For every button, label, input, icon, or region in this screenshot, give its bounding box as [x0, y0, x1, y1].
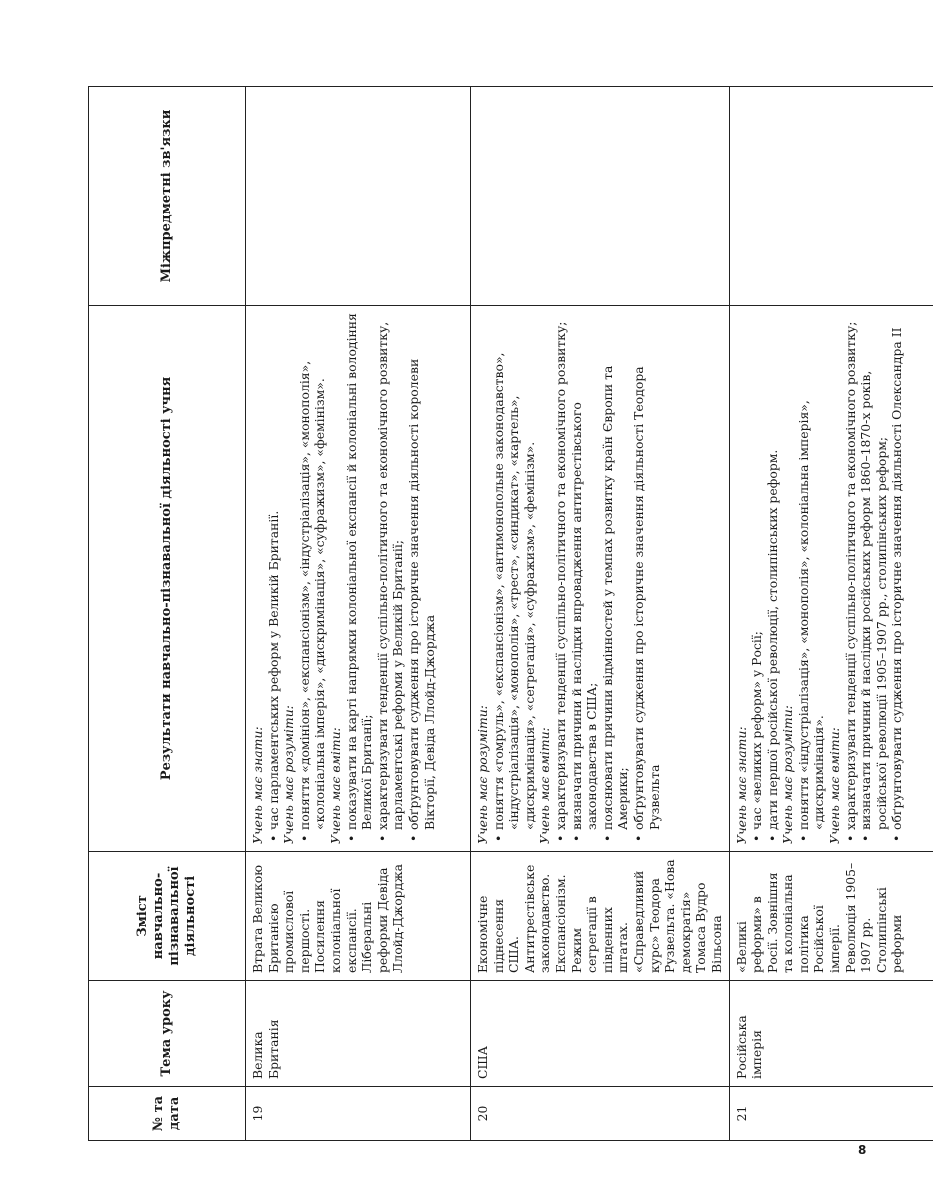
able-list: [344, 313, 438, 844]
header-content: Зміст навчально-пізнавальної діяльності: [89, 852, 246, 981]
row-links: [729, 87, 933, 306]
know-list: [749, 313, 780, 844]
list-item: • обґрунтовувати судження про історичне значення діяльності королеви Вікторії, Девіда Ллойд-Джорджа: [406, 313, 437, 844]
list-item: • поняття «індустріалізація», «монополія», «колоніальна імперія», «дискримінація».: [796, 313, 827, 844]
list-item: • визначати причини й наслідки російських реформ 1860–1870-х років, російської революції 1905–1907 рр., столипінських реформ;: [858, 313, 889, 844]
know-list: [266, 313, 282, 844]
able-label: Учень має вміти:: [327, 727, 343, 844]
list-item: • характеризувати тенденції суспільно-політичного та економічного розвитку;: [843, 313, 859, 844]
row-topic: США: [471, 981, 730, 1087]
row-content: Економічне піднесення США. Антитрестівське законодавство. Експансіонізм. Режим сегрегації в південних штатах. «Справедливий курс» Теодора Рузвельта. «Нова демократія» Томаса Вудро Вільсона: [471, 852, 730, 981]
know-label: Учень має знати:: [733, 726, 749, 844]
understand-list: [796, 313, 827, 844]
understand-label: Учень має розуміти:: [780, 705, 796, 844]
row-number: 20: [471, 1087, 730, 1141]
list-item: • пояснювати причини відмінностей у темпах розвитку країн Європи та Америки;: [600, 313, 631, 844]
list-item: • характеризувати тенденції суспільно-політичного та економічного розвитку;: [553, 313, 569, 844]
list-item: • характеризувати тенденції суспільно-політичного та економічного розвитку, парламентські реформи у Великій Британії;: [375, 313, 406, 844]
table-row: [246, 87, 471, 1141]
able-label: Учень має вміти:: [537, 727, 553, 844]
list-item: • час «великих реформ» у Росії;: [749, 313, 765, 844]
curriculum-table: [88, 86, 933, 1141]
row-results: [246, 306, 471, 852]
table-row: [471, 87, 730, 1141]
row-number: 21: [729, 1087, 933, 1141]
list-item: • поняття «гомруль», «експансіонізм», «антимонопольне законодавство», «індустріалізація», «монополія», «трест», «синдикат», «картель», «дискримінація», «сегрегація», «суфражизм», «фемінізм».: [491, 313, 538, 844]
list-item: • поняття «домініон», «експансіонізм», «індустріалізація», «монополія», «колоніальна імперія», «дискримінація», «суфражизм», «фемінізм».: [297, 313, 328, 844]
list-item: • показувати на карті напрямки колоніальної експансії й колоніальні володіння Великої Британії;: [344, 313, 375, 844]
header-row: [89, 87, 246, 1141]
able-label: Учень має вміти:: [827, 727, 843, 844]
understand-list: [297, 313, 328, 844]
row-topic: Російська імперія: [729, 981, 933, 1087]
header-results: Результати навчально-пізнавальної діяльності учня: [89, 306, 246, 852]
list-item: • обґрунтовувати судження про історичне значення діяльності Олександра ІІ: [889, 313, 905, 844]
page-number: 8: [858, 1143, 867, 1157]
header-topic: Тема уроку: [89, 981, 246, 1087]
header-number-date: № та дата: [89, 1087, 246, 1141]
list-item: • час парламентських реформ у Великій Британії.: [266, 313, 282, 844]
row-links: [471, 87, 730, 306]
table-row: [729, 87, 933, 1141]
row-number: 19: [246, 1087, 471, 1141]
list-item: • обґрунтовувати судження про історичне значення діяльності Теодора Рузвельта: [631, 313, 662, 844]
row-content: «Великі реформи» в Росії. Зовнішня та колоніальна політика Російської імперії. Революція 1905–1907 рр. Столипінські реформи: [729, 852, 933, 981]
row-results: [729, 306, 933, 852]
header-links: Міжпредметні зв'язки: [89, 87, 246, 306]
understand-label: Учень має розуміти:: [281, 705, 297, 844]
row-content: Втрата Великою Британією промислової першості. Посилення колоніальної експансії. Ліберальні реформи Девіда Ллойд-Джорджа: [246, 852, 471, 981]
know-label: Учень має знати:: [250, 726, 265, 844]
understand-list: [491, 313, 538, 844]
able-list: [843, 313, 905, 844]
list-item: • визначати причини й наслідки впровадження антитрестівського законодавства в США;: [569, 313, 600, 844]
able-list: [553, 313, 662, 844]
row-topic: Велика Британія: [246, 981, 471, 1087]
row-links: [246, 87, 471, 306]
rotated-table-wrapper: [88, 87, 905, 1141]
row-results: [471, 306, 730, 852]
list-item: • дати першої російської революції, столипінських реформ.: [765, 313, 781, 844]
understand-label: Учень має розуміти:: [475, 705, 490, 844]
